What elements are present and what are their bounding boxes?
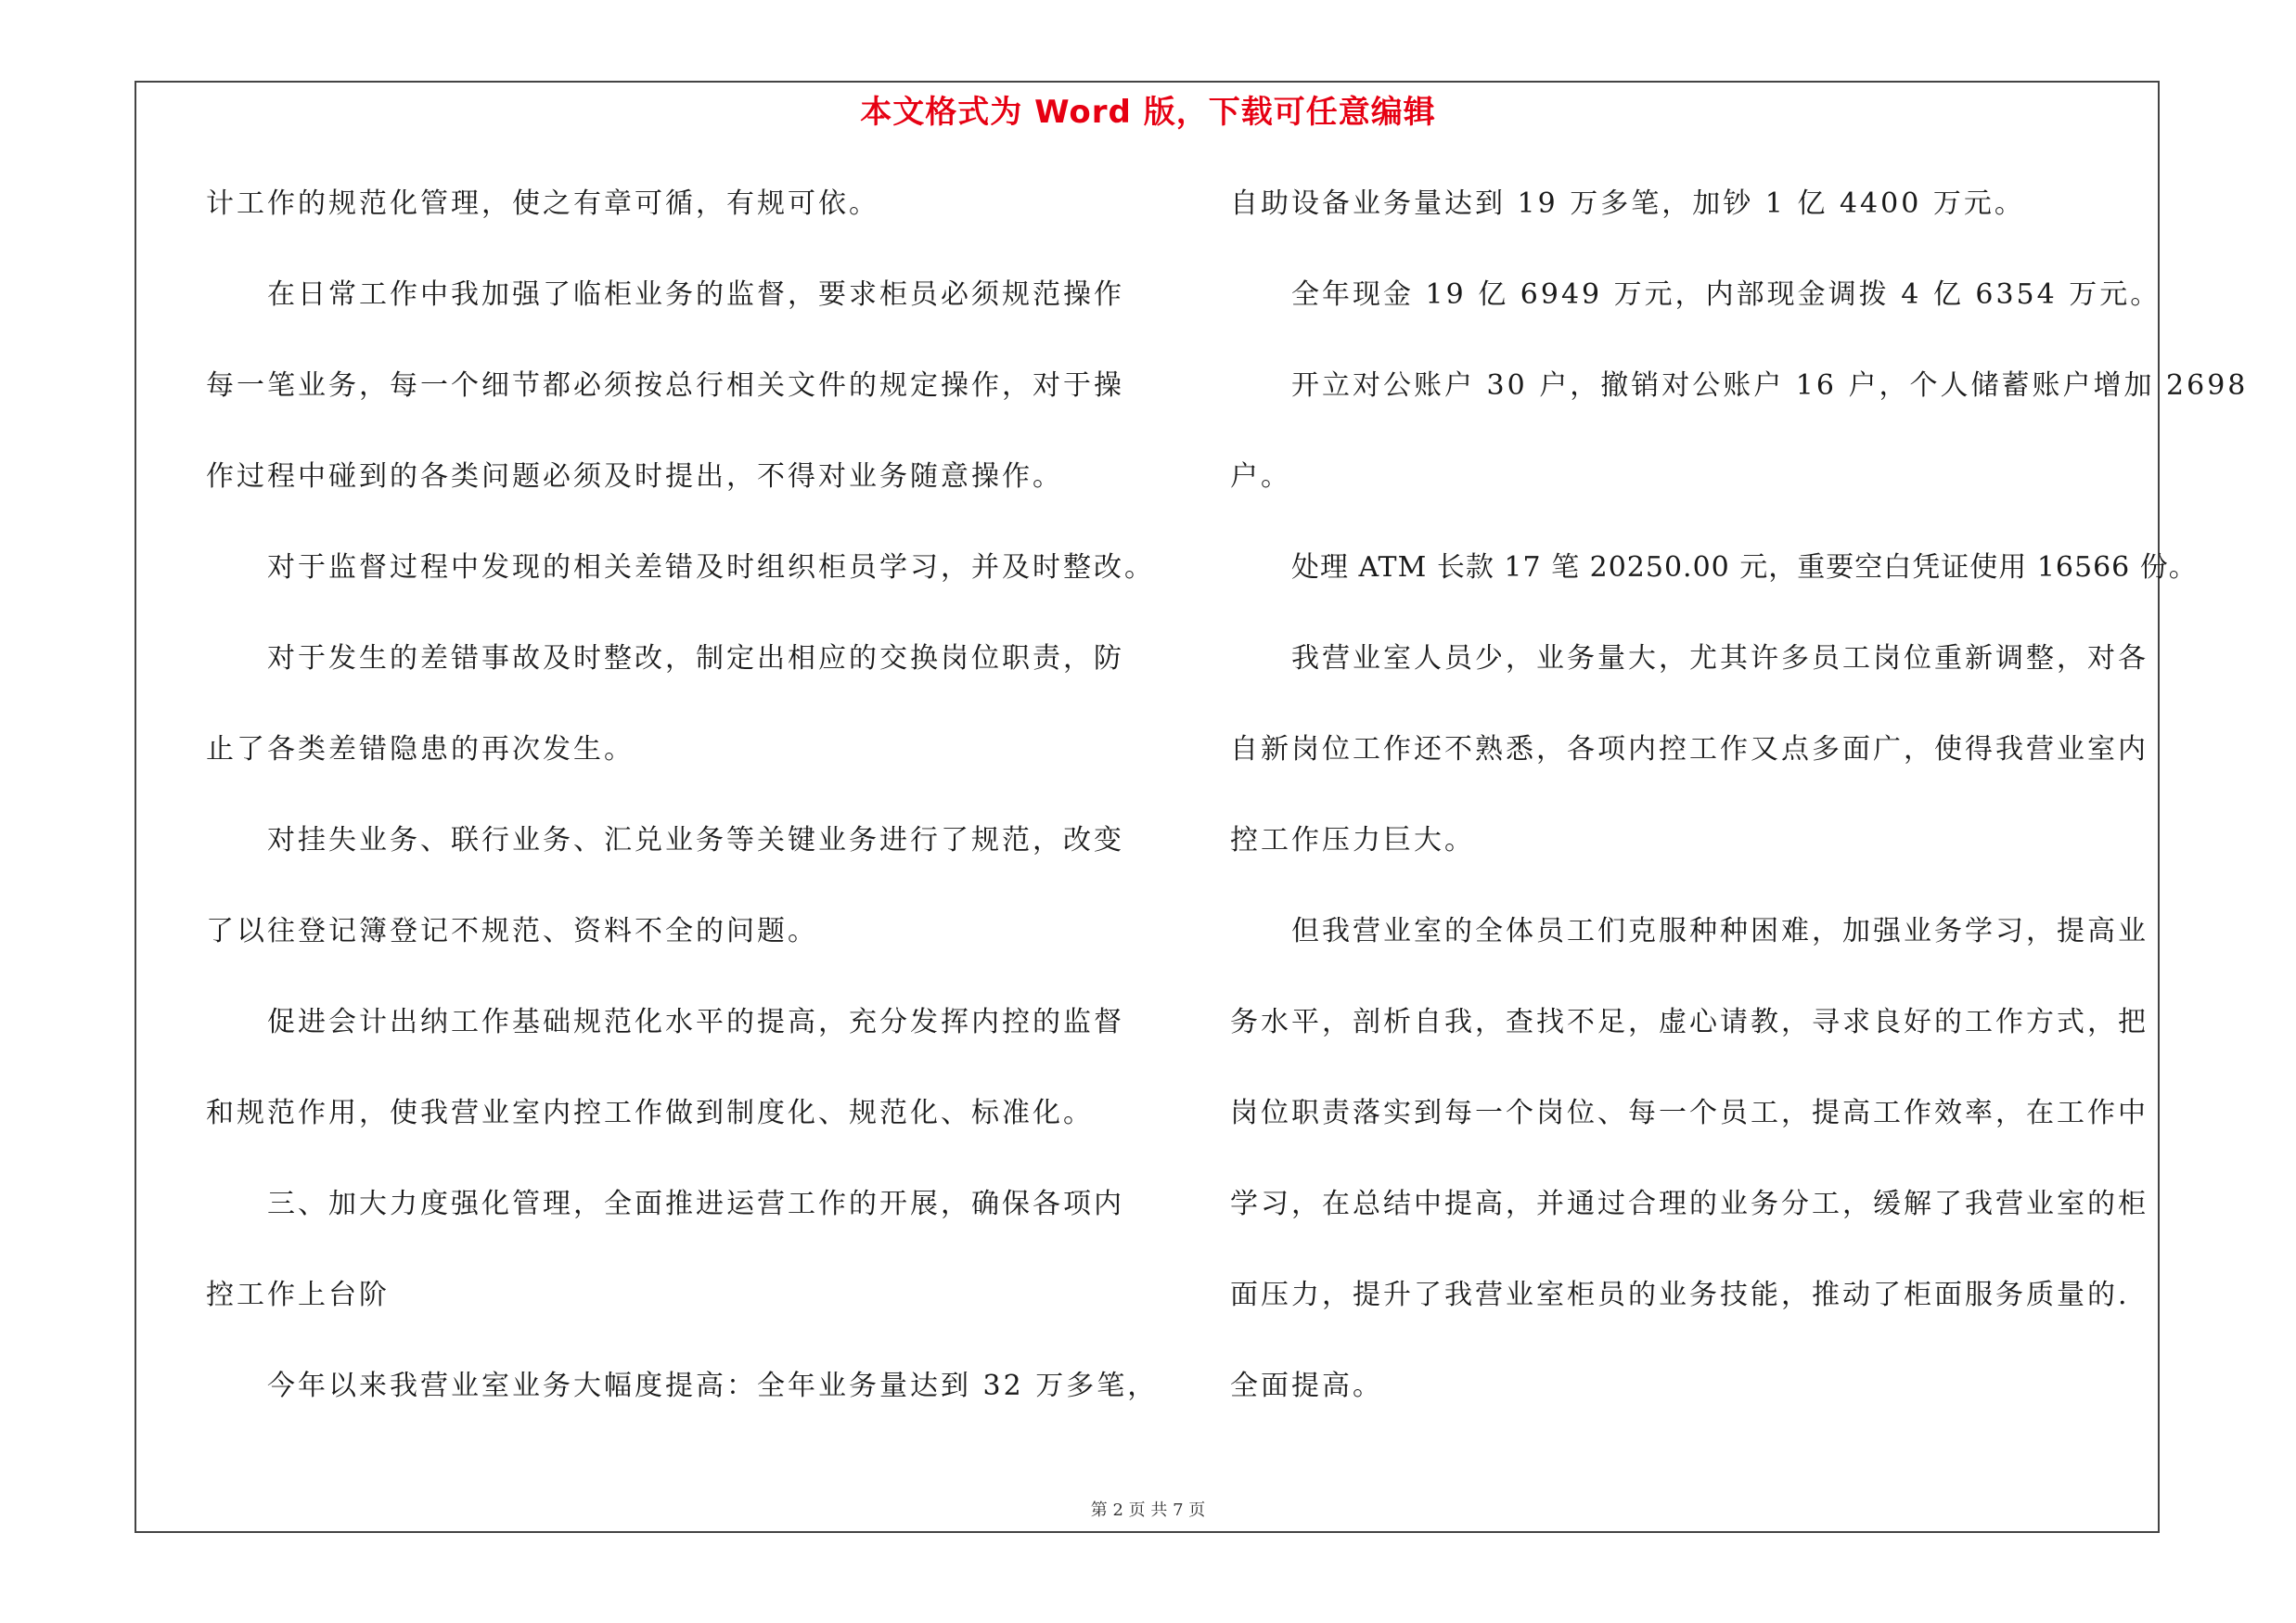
text-line: 今年以来我营业室业务大幅度提高：全年业务量达到 32 万多笔， (267, 1370, 1159, 1402)
text-line: 全面提高。 (1230, 1370, 1383, 1402)
text-line: 我营业室人员少，业务量大，尤其许多员工岗位重新调整，对各 (1291, 642, 2148, 675)
page-number-footer: 第 2 页 共 7 页 (1090, 1501, 1206, 1520)
text-line: 止了各类差错隐患的再次发生。 (206, 733, 635, 766)
text-line: 但我营业室的全体员工们克服种种困难，加强业务学习，提高业 (1291, 915, 2148, 947)
text-line: 面压力，提升了我营业室柜员的业务技能，推动了柜面服务质量的. (1230, 1279, 2130, 1311)
text-line: 了以往登记簿登记不规范、资料不全的问题。 (206, 915, 818, 947)
text-line: 自新岗位工作还不熟悉，各项内控工作又点多面广，使得我营业室内 (1230, 733, 2148, 766)
text-line: 计工作的规范化管理，使之有章可循，有规可依。 (206, 187, 879, 220)
text-line: 作过程中碰到的各类问题必须及时提出，不得对业务随意操作。 (206, 460, 1063, 493)
text-line: 户。 (1230, 460, 1291, 493)
text-line: 在日常工作中我加强了临柜业务的监督，要求柜员必须规范操作 (267, 278, 1124, 311)
section-heading-line: 控工作上台阶 (206, 1279, 390, 1311)
text-line: 促进会计出纳工作基础规范化水平的提高，充分发挥内控的监督 (267, 1006, 1124, 1038)
text-line: 控工作压力巨大。 (1230, 824, 1475, 857)
text-line: 务水平，剖析自我，查找不足，虚心请教，寻求良好的工作方式，把 (1230, 1006, 2148, 1038)
text-line: 开立对公账户 30 户，撤销对公账户 16 户，个人储蓄账户增加 2698 (1291, 369, 2249, 402)
format-banner: 本文格式为 Word 版，下载可任意编辑 (860, 94, 1436, 131)
text-line: 全年现金 19 亿 6949 万元，内部现金调拨 4 亿 6354 万元。 (1291, 278, 2161, 311)
text-line: 学习，在总结中提高，并通过合理的业务分工，缓解了我营业室的柜 (1230, 1188, 2148, 1220)
text-line: 岗位职责落实到每一个岗位、每一个员工，提高工作效率，在工作中 (1230, 1097, 2148, 1129)
text-line: 每一笔业务，每一个细节都必须按总行相关文件的规定操作，对于操 (206, 369, 1124, 402)
section-heading-line: 三、加大力度强化管理，全面推进运营工作的开展，确保各项内 (267, 1188, 1124, 1220)
text-line: 自助设备业务量达到 19 万多笔，加钞 1 亿 4400 万元。 (1230, 187, 2025, 220)
text-line: 对挂失业务、联行业务、汇兑业务等关键业务进行了规范，改变 (267, 824, 1124, 857)
text-line: 对于发生的差错事故及时整改，制定出相应的交换岗位职责，防 (267, 642, 1124, 675)
text-line: 和规范作用，使我营业室内控工作做到制度化、规范化、标准化。 (206, 1097, 1094, 1129)
text-line: 处理 ATM 长款 17 笔 20250.00 元，重要空白凭证使用 16566 份。 (1291, 551, 2198, 584)
text-line: 对于监督过程中发现的相关差错及时组织柜员学习，并及时整改。 (267, 551, 1155, 584)
